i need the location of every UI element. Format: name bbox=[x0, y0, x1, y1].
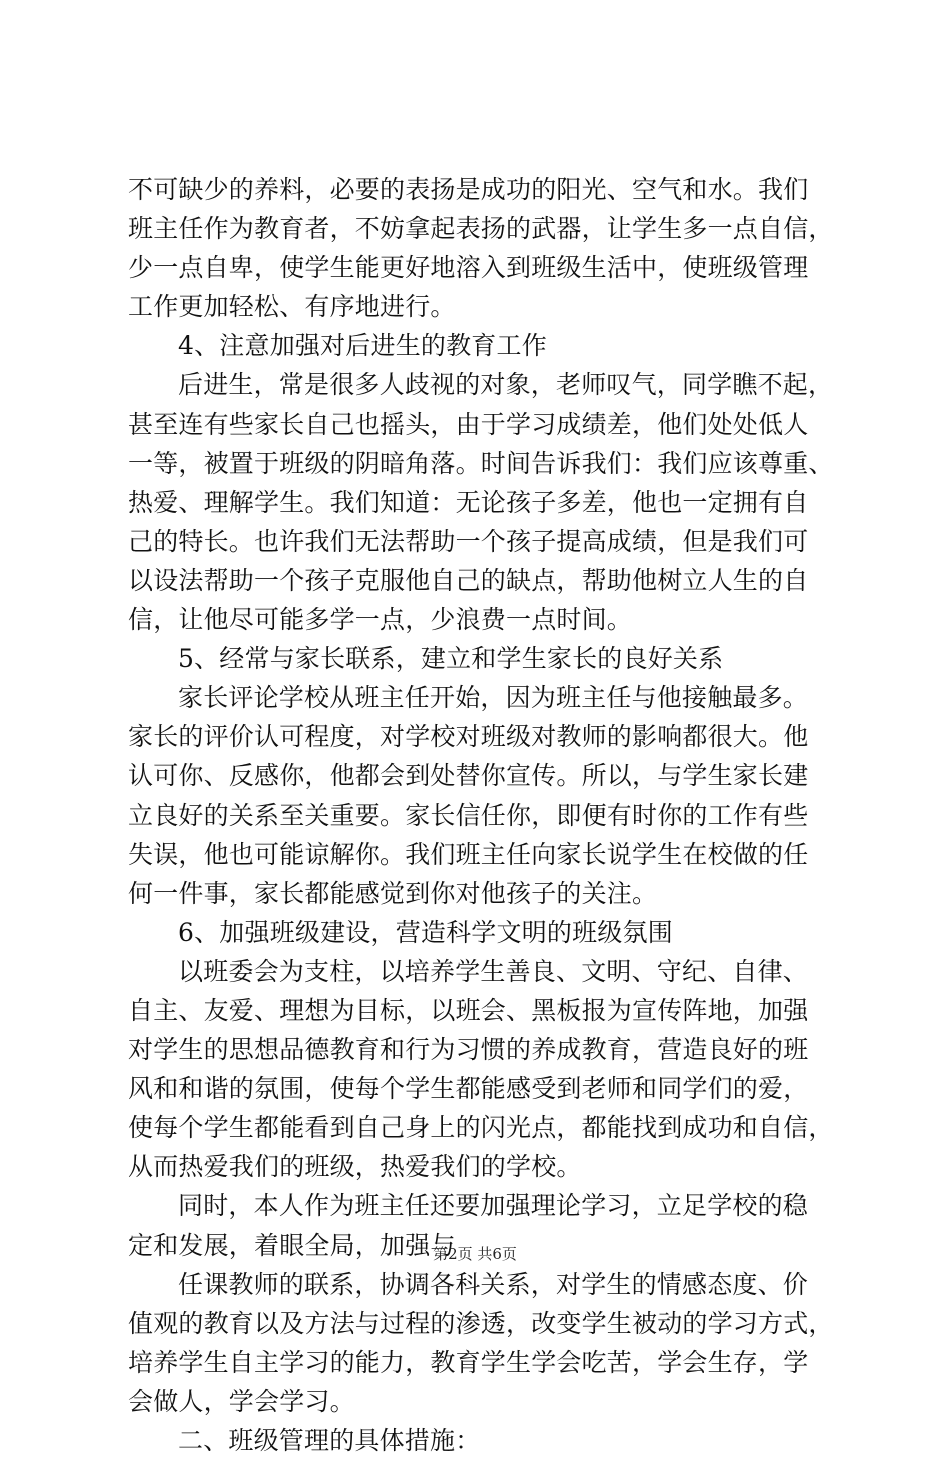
text-line: 会做人，学会学习。 bbox=[128, 1386, 355, 1416]
text-line: 己的特长。也许我们无法帮助一个孩子提高成绩，但是我们可 bbox=[128, 526, 809, 556]
text-line: 班主任作为教育者，不妨拿起表扬的武器，让学生多一点自信， bbox=[128, 214, 834, 244]
text-line: 定和发展，着眼全局，加强与 bbox=[128, 1230, 456, 1260]
text-line: 何一件事，家长都能感觉到你对他孩子的关注。 bbox=[128, 878, 658, 908]
text-line: 自主、友爱、理想为目标，以班会、黑板报为宣传阵地，加强 bbox=[128, 995, 809, 1025]
text-line: 对学生的思想品德教育和行为习惯的养成教育，营造良好的班 bbox=[128, 1035, 809, 1065]
text-line: 5、经常与家长联系，建立和学生家长的良好关系 bbox=[178, 644, 724, 674]
text-line: 以设法帮助一个孩子克服他自己的缺点，帮助他树立人生的自 bbox=[128, 565, 809, 595]
text-line: 4、注意加强对后进生的教育工作 bbox=[178, 331, 547, 361]
text-line: 值观的教育以及方法与过程的渗透，改变学生被动的学习方式， bbox=[128, 1308, 834, 1338]
text-line: 热爱、理解学生。我们知道：无论孩子多差，他也一定拥有自 bbox=[128, 487, 809, 517]
text-line: 家长评论学校从班主任开始，因为班主任与他接触最多。 bbox=[178, 683, 809, 713]
text-line: 培养学生自主学习的能力，教育学生学会吃苦，学会生存，学 bbox=[128, 1347, 809, 1377]
text-line: 使每个学生都能看到自己身上的闪光点，都能找到成功和自信， bbox=[128, 1113, 834, 1143]
body-text bbox=[128, 170, 838, 1460]
text-line: 二、班级管理的具体措施： bbox=[178, 1426, 481, 1455]
text-line: 立良好的关系至关重要。家长信任你，即便有时你的工作有些 bbox=[128, 800, 809, 830]
text-line: 不可缺少的养料，必要的表扬是成功的阳光、空气和水。我们 bbox=[128, 175, 809, 204]
text-line: 后进生，常是很多人歧视的对象，老师叹气，同学瞧不起， bbox=[178, 370, 834, 400]
text-line: 以班委会为支柱，以培养学生善良、文明、守纪、自律、 bbox=[178, 956, 809, 986]
text-line: 信，让他尽可能多学一点，少浪费一点时间。 bbox=[128, 605, 633, 635]
text-line: 少一点自卑，使学生能更好地溶入到班级生活中，使班级管理 bbox=[128, 253, 809, 283]
text-line: 任课教师的联系，协调各科关系，对学生的情感态度、价 bbox=[178, 1269, 809, 1299]
page-footer: 第2页 共6页 bbox=[433, 1245, 517, 1263]
text-line: 认可你、反感你，他都会到处替你宣传。所以，与学生家长建 bbox=[128, 761, 809, 791]
text-line: 一等，被置于班级的阴暗角落。时间告诉我们：我们应该尊重、 bbox=[128, 448, 834, 478]
text-line: 失误，他也可能谅解你。我们班主任向家长说学生在校做的任 bbox=[128, 839, 809, 869]
text-line: 风和和谐的氛围，使每个学生都能感受到老师和同学们的爱， bbox=[128, 1074, 809, 1104]
text-line: 从而热爱我们的班级，热爱我们的学校。 bbox=[128, 1152, 582, 1182]
text-line: 6、加强班级建设，营造科学文明的班级氛围 bbox=[178, 917, 673, 947]
text-line: 同时，本人作为班主任还要加强理论学习，立足学校的稳 bbox=[178, 1191, 809, 1221]
text-line: 甚至连有些家长自己也摇头，由于学习成绩差，他们处处低人 bbox=[128, 409, 809, 439]
text-line: 家长的评价认可程度，对学校对班级对教师的影响都很大。他 bbox=[128, 722, 809, 752]
text-line: 工作更加轻松、有序地进行。 bbox=[128, 292, 456, 322]
